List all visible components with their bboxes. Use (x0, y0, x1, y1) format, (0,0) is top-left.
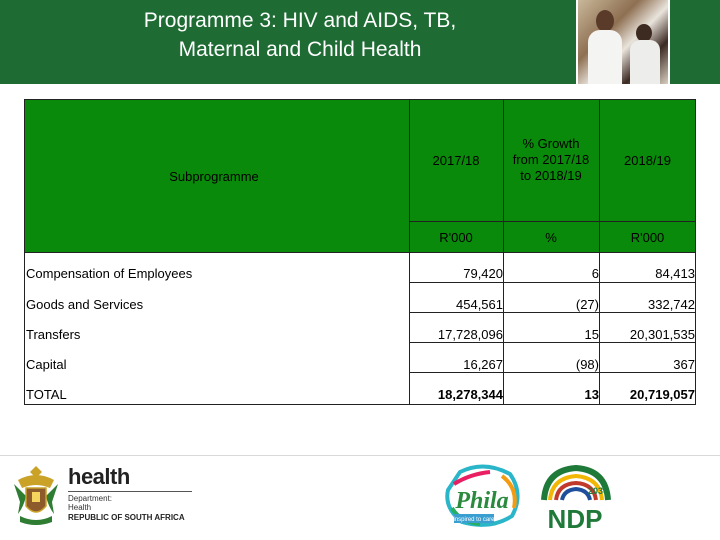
ndp-year: 2030 (588, 486, 609, 496)
department-line2: Health (68, 503, 92, 512)
row-divider (409, 372, 696, 373)
cell-growth: 6 (591, 266, 599, 281)
cell-2018-19: 332,742 (648, 297, 695, 312)
header-growth-line3: to 2018/19 (520, 168, 582, 183)
health-rule (68, 491, 192, 492)
footer-divider (0, 455, 720, 456)
body-divider (695, 253, 696, 405)
republic-label: REPUBLIC OF SOUTH AFRICA (68, 513, 185, 522)
slide-header (0, 0, 720, 84)
cell-2018-19: 20,301,535 (629, 327, 695, 342)
cell-2018-19: 84,413 (655, 266, 695, 281)
phila-word: Phila (455, 488, 509, 514)
photo-person-coat (588, 30, 622, 84)
cell-growth: 15 (584, 327, 599, 342)
row-label: Capital (26, 357, 67, 372)
header-unit-divider (409, 221, 696, 222)
row-divider (409, 312, 696, 313)
unit-2017-18: R'000 (439, 230, 473, 245)
cell-growth: (27) (575, 297, 599, 312)
row-divider (409, 282, 696, 283)
cell-2017-18-total: 18,278,344 (437, 387, 503, 402)
coat-of-arms-icon (10, 462, 62, 528)
photo-child-body (630, 40, 660, 84)
header-subprogramme: Subprogramme (169, 169, 259, 184)
ndp-logo-icon (536, 464, 614, 534)
row-label: Compensation of Employees (26, 266, 193, 281)
slide-title-line2: Maternal and Child Health (178, 38, 422, 61)
row-divider (409, 342, 696, 343)
ndp-word: NDP (547, 504, 603, 534)
cell-growth: (98) (575, 357, 599, 372)
cell-2017-18: 79,420 (463, 266, 503, 281)
cell-2017-18: 17,728,096 (437, 327, 503, 342)
row-label: Goods and Services (26, 297, 144, 312)
department-label (68, 494, 112, 512)
table-bottom-border (24, 404, 696, 405)
cell-2018-19-total: 20,719,057 (629, 387, 695, 402)
unit-growth: % (545, 230, 557, 245)
body-divider (24, 253, 25, 405)
header-2018-19: 2018/19 (624, 153, 671, 168)
header-growth-line1: % Growth (522, 136, 580, 151)
photo-person-head (596, 10, 614, 32)
department-line1: Department: (68, 494, 113, 503)
slide-title-line1: Programme 3: HIV and AIDS, TB, (143, 9, 457, 32)
unit-2018-19: R'000 (630, 230, 665, 245)
cell-2018-19: 367 (673, 357, 695, 372)
row-label-total: TOTAL (26, 387, 67, 402)
cell-2017-18: 454,561 (456, 297, 503, 312)
header-2017-18: 2017/18 (432, 153, 480, 168)
phila-logo-icon (440, 464, 524, 530)
health-wordmark: health (68, 464, 130, 489)
cell-2017-18: 16,267 (463, 357, 503, 372)
header-growth (503, 136, 599, 184)
phila-tagline: inspired to care (453, 517, 495, 523)
header-photo (576, 0, 670, 84)
budget-table (24, 99, 696, 405)
header-growth-line2: from 2017/18 (512, 152, 590, 167)
slide-title (20, 6, 580, 64)
cell-growth-total: 13 (584, 387, 599, 402)
row-label: Transfers (26, 327, 81, 342)
